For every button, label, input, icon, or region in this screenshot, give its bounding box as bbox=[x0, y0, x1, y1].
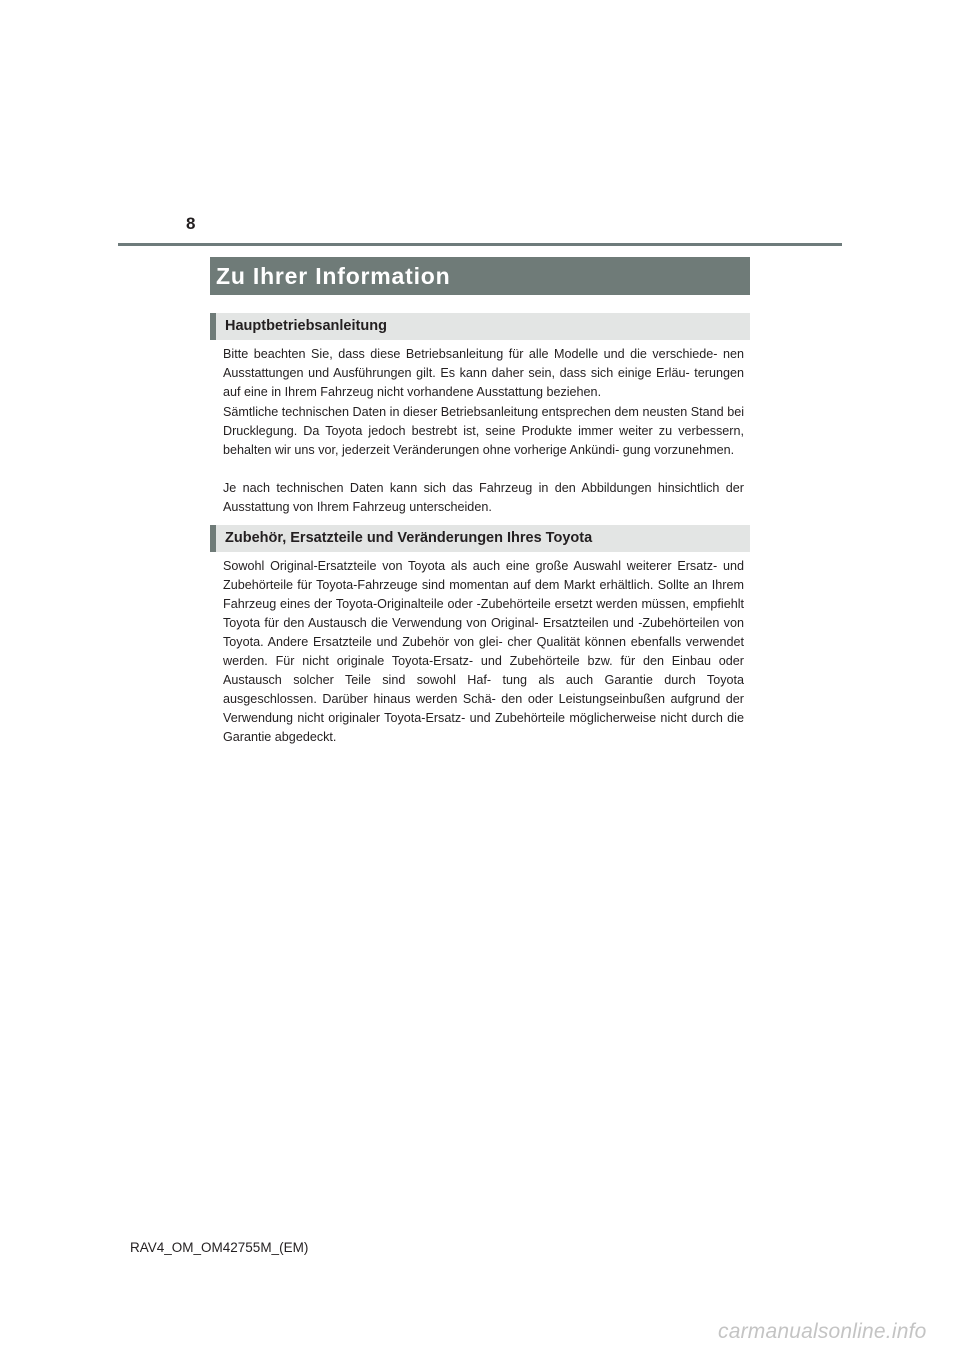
section-heading-label: Hauptbetriebsanleitung bbox=[225, 318, 387, 334]
watermark-logo: carmanualsonline.info bbox=[718, 1320, 927, 1343]
paragraph-technical-data: Sämtliche technischen Daten in dieser Betriebsanleitung entsprechen dem neusten Stand bei Drucklegung. Da Toyota jedoch bestrebt ist, seine Produkte immer weiter zu verbessern, behalten wir uns vor, jederzeit Veränderungen ohne vorherige Ankündi- gung vorzunehmen. bbox=[223, 405, 744, 457]
document-footer-code: RAV4_OM_OM42755M_(EM) bbox=[130, 1240, 309, 1255]
paragraph-illustrations: Je nach technischen Daten kann sich das Fahrzeug in den Abbildungen hinsichtlich der Ausstattung von Ihrem Fahrzeug unterscheiden. bbox=[223, 481, 744, 514]
paragraph-models-note: Bitte beachten Sie, dass diese Betriebsanleitung für alle Modelle und die verschiede- nen Ausstattungen und Ausführungen gilt. Es kann daher sein, dass sich einige Erläu- terungen auf eine in Ihrem Fahrzeug nicht vorhandene Ausstattung beziehen. bbox=[223, 347, 744, 399]
page-title: Zu Ihrer Information bbox=[216, 263, 451, 289]
paragraph-spare-parts: Sowohl Original-Ersatzteile von Toyota als auch eine große Auswahl weiterer Ersatz- und Zubehörteile für Toyota-Fahrzeuge sind momentan auf dem Markt erhältlich. Sollte an Ihrem Fahrzeug eines der Toyota-Originalteile oder -Zubehörteile ersetzt werden müssen, empfiehlt Toyota für den Austausch die Verwendung von Original- Ersatzteilen und -Zubehörteilen von Toyota. Andere Ersatzteile und Zubehör von glei- cher Qualität können ebenfalls verwendet werden. Für nicht originale Toyota-Ersatz- und Zubehörteile bzw. für den Einbau oder Austausch solcher Teile sind sowohl Haf- tung als auch Garantie durch Toyota ausgeschlossen. Darüber hinaus werden Schä- den oder Leistungseinbußen aufgrund der Verwendung nicht originaler Toyota-Ersatz- und Zubehörteile möglicherweise nicht durch die Garantie abgedeckt. bbox=[223, 559, 744, 744]
section-heading-accessories bbox=[210, 525, 750, 552]
header-rule bbox=[118, 243, 842, 246]
section-heading-main-manual bbox=[210, 313, 750, 340]
section-heading-label: Zubehör, Ersatzteile und Veränderungen Ihres Toyota bbox=[225, 530, 593, 546]
page-title-bar bbox=[210, 257, 750, 295]
page-number: 8 bbox=[186, 214, 196, 233]
